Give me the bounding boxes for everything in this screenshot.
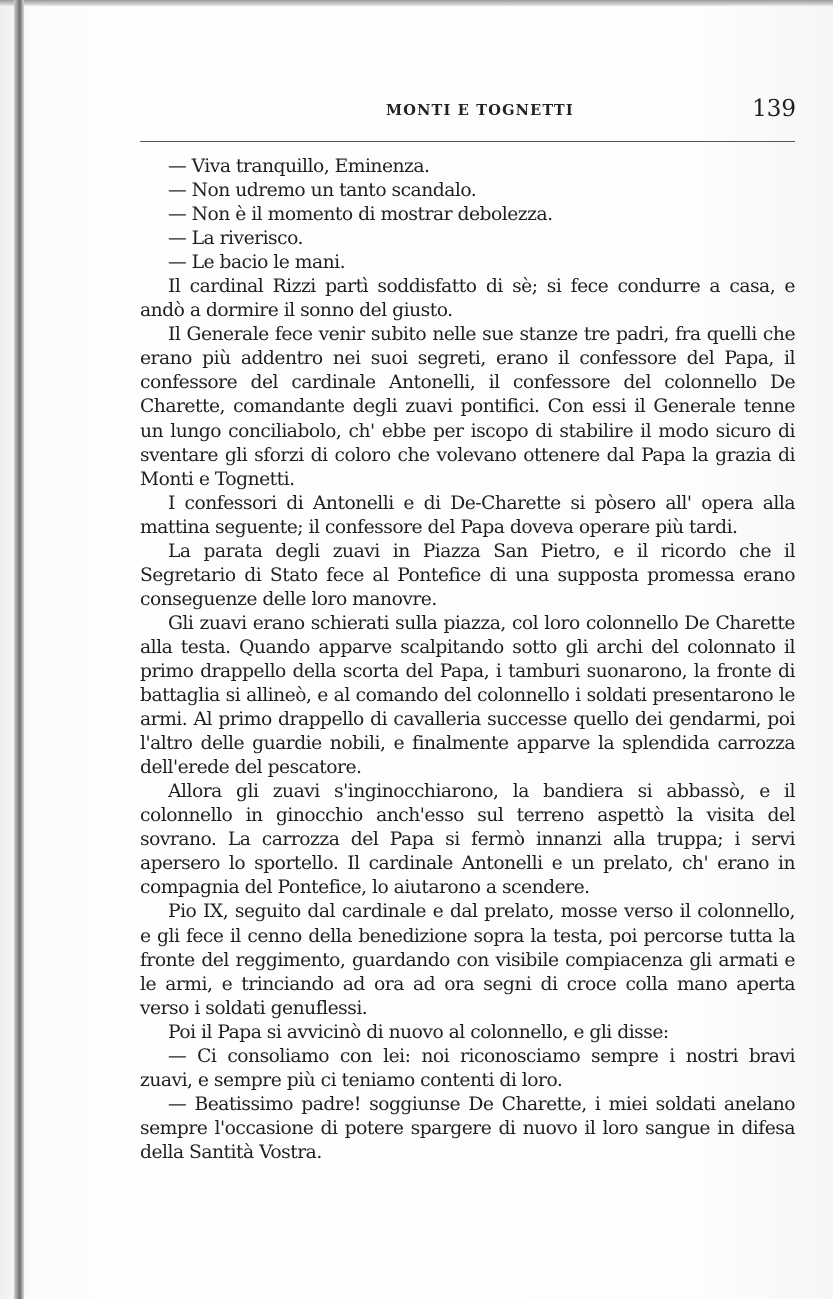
paragraph-dialogue: — Viva tranquillo, Eminenza.: [168, 156, 430, 177]
paragraph: Il cardinal Rizzi partì soddisfatto di sè; si fece condurre a casa, e andò a dormire il sonno del giusto.: [140, 276, 795, 322]
header-rule: [140, 141, 795, 142]
page-number: 139: [752, 96, 796, 122]
paragraph: Poi il Papa si avvicinò di nuovo al colonnello, e gli disse:: [168, 1021, 669, 1043]
page-binding-edge: [14, 0, 24, 1299]
paragraph-dialogue: — Ci consoliamo con lei: noi riconosciamo sempre i nostri bravi zuavi, e sempre più ci teniamo contenti di loro.: [140, 1045, 795, 1091]
paragraph: La parata degli zuavi in Piazza San Pietro, e il ricordo che il Segretario di Stato fece al Pontefice di una supposta promessa erano conseguenze delle loro manovre.: [140, 540, 795, 610]
paragraph-dialogue: — Le bacio le mani.: [168, 252, 346, 274]
paragraph: Allora gli zuavi s'inginocchiarono, la bandiera si abbassò, e il colonnello in ginocchio anch'esso sul terreno aspettò la visita del sovrano. La carrozza del Papa si fermò innanzi alla truppa; i servi apersero lo sportello. Il cardinale Antonelli e un prelato, ch' erano in compagnia del Pontefice, lo aiutarono a scendere.: [140, 781, 795, 899]
paragraph: I confessori di Antonelli e di De-Charette si pòsero all' opera alla mattina seguente; il confessore del Papa doveva operare più tardi.: [140, 492, 795, 538]
paragraph-dialogue: — Non è il momento di mostrar debolezza.: [168, 204, 553, 226]
paragraph-dialogue: — La riverisco.: [168, 228, 303, 250]
running-head: [140, 96, 800, 126]
paragraph-dialogue: — Beatissimo padre! soggiunse De Charette, i miei soldati anelano sempre l'occasione di potere spargere di nuovo il loro sangue in difesa della Santità Vostra.: [140, 1093, 795, 1163]
body-text: [140, 155, 795, 1165]
running-title: MONTI E TOGNETTI: [386, 102, 574, 119]
paragraph: Pio IX, seguito dal cardinale e dal prelato, mosse verso il colonnello, e gli fece il cenno della benedizione sopra la testa, poi percorse tutta la fronte del reggimento, guardando con visibile compiacenza gli armati e le armi, e trinciando ad ora ad ora segni di croce colla mano aperta verso i soldati genuflessi.: [140, 901, 795, 1019]
page-top-edge: [0, 0, 833, 6]
paragraph-dialogue: — Non udremo un tanto scandalo.: [168, 180, 477, 202]
paragraph: Il Generale fece venir subito nelle sue stanze tre padri, fra quelli che erano più addentro nei suoi segreti, erano il confessore del Papa, il confessore del cardinale Antonelli, il confessore del colonnello De Charette, comandante degli zuavi pontifici. Con essi il Generale tenne un lungo conciliabolo, ch' ebbe per iscopo di stabilire il modo sicuro di sventare gli sforzi di coloro che volevano ottenere dal Papa la grazia di Monti e Tognetti.: [140, 324, 795, 490]
paragraph: Gli zuavi erano schierati sulla piazza, col loro colonnello De Charette alla testa. Quando apparve scalpitando sotto gli archi del colonnato il primo drappello della scorta del Papa, i tamburi suonarono, la fronte di battaglia si allineò, e al comando del colonnello i soldati presentarono le armi. Al primo drappello di cavalleria successe quello dei gendarmi, poi l'altro delle guardie nobili, e finalmente apparve la splendida carrozza dell'erede del pescatore.: [140, 612, 795, 779]
